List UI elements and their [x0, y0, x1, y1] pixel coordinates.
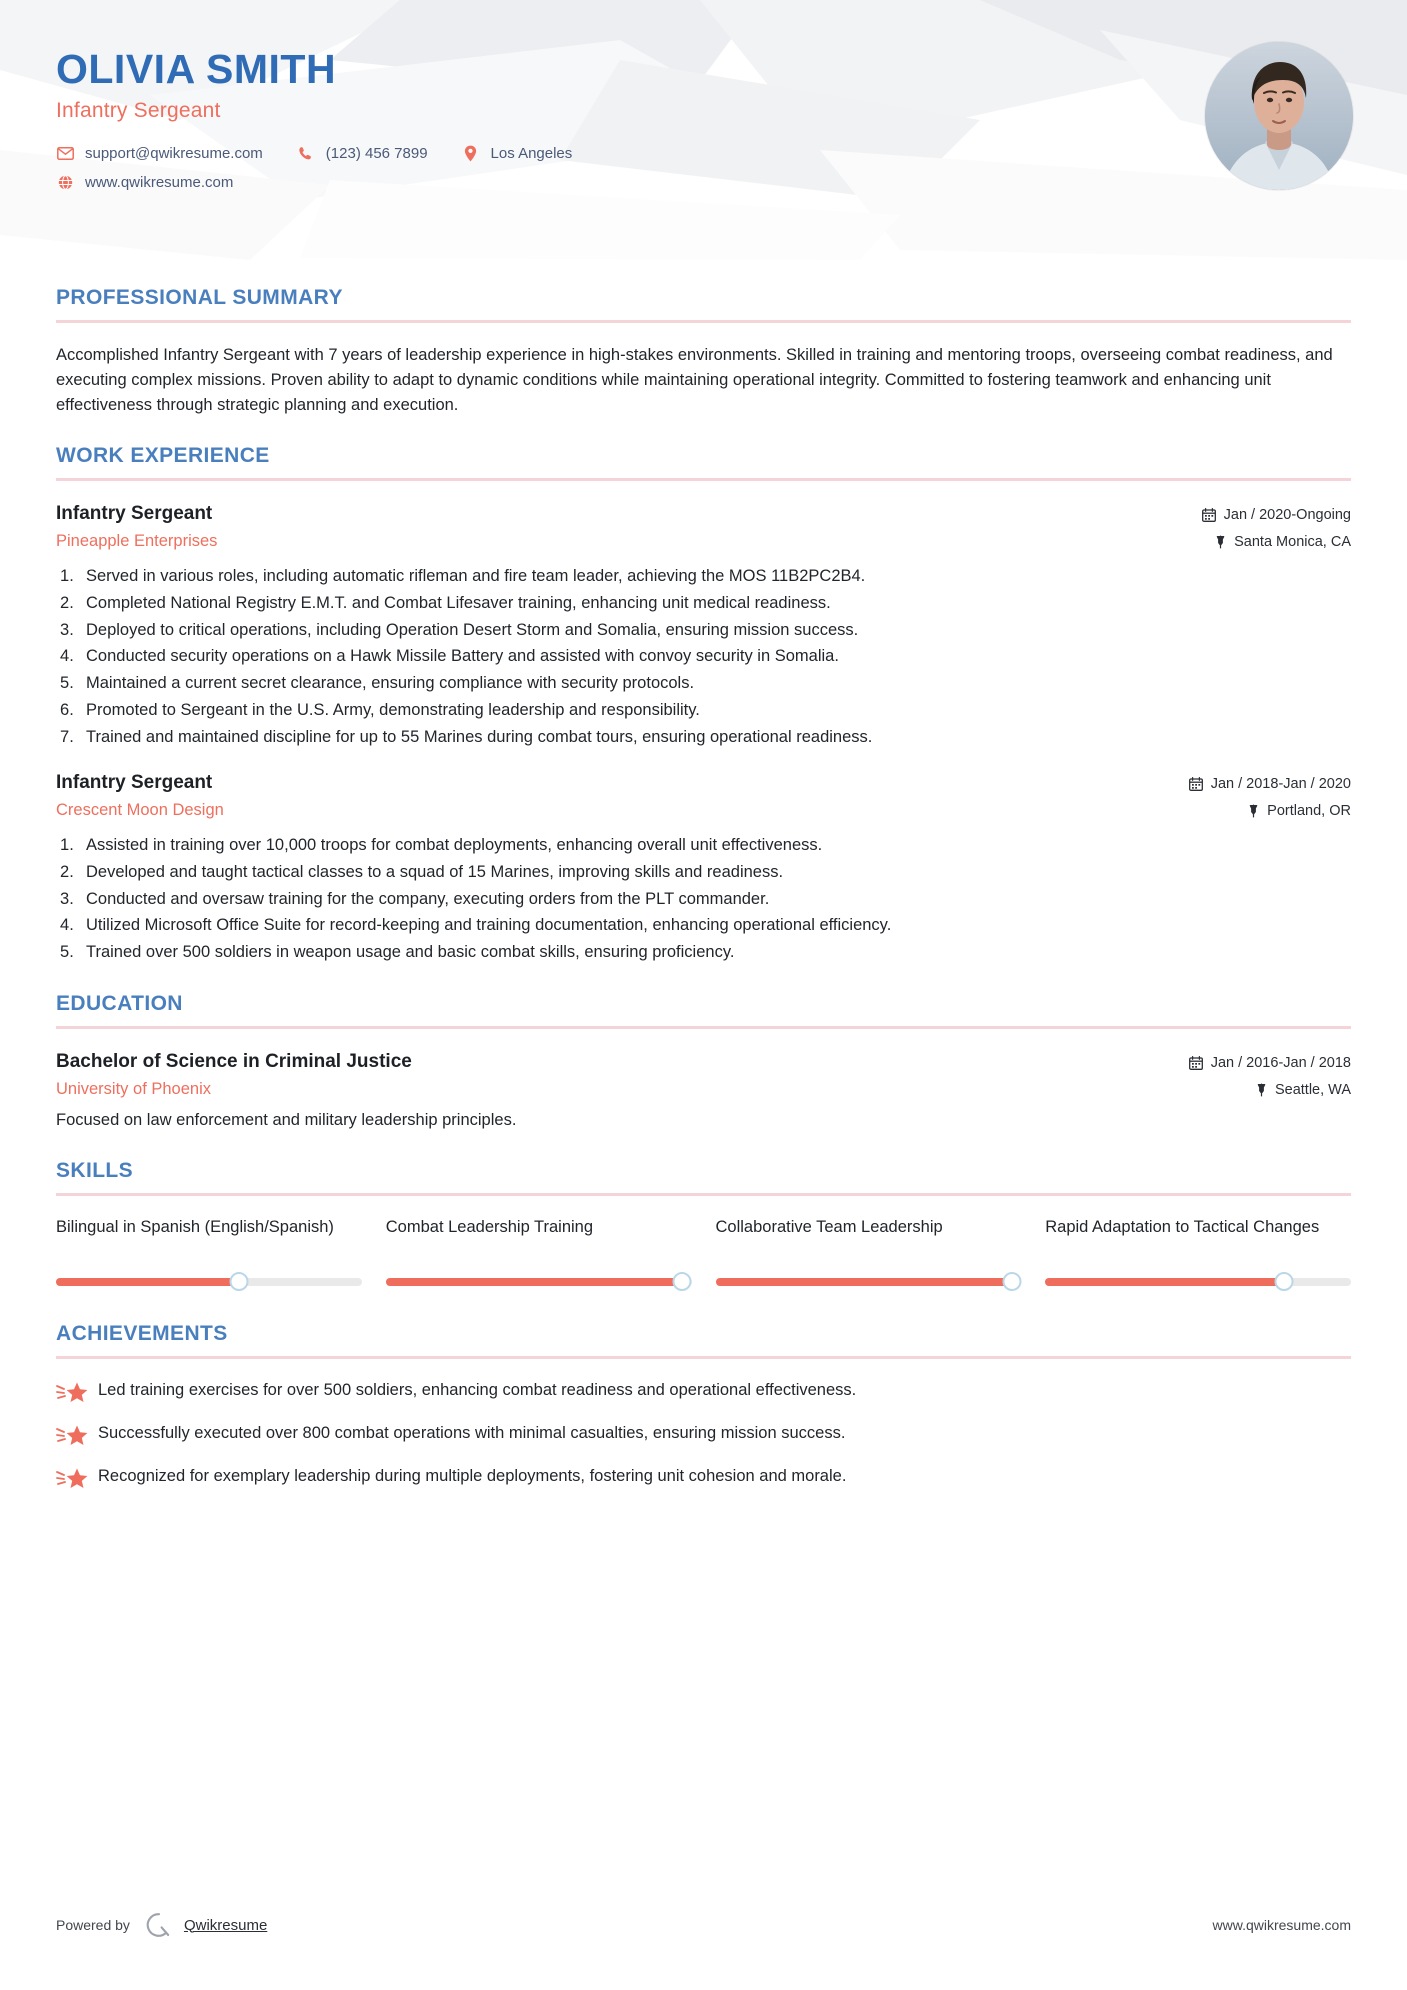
list-item: Assisted in training over 10,000 troops for combat deployments, enhancing overall unit effectiveness.	[86, 836, 823, 855]
contact-website-text: www.qwikresume.com	[85, 174, 234, 192]
experience-job-title: Infantry Sergeant	[56, 503, 213, 525]
job-title-subtitle: Infantry Sergeant	[56, 99, 221, 123]
education-date	[1136, 1055, 1351, 1071]
contact-row-primary	[56, 145, 1351, 162]
avatar	[1205, 42, 1353, 190]
pin-icon	[1215, 535, 1226, 549]
list-item: Developed and taught tactical classes to a squad of 15 Marines, improving skills and readiness.	[86, 862, 784, 881]
list-item: Served in various roles, including automatic rifleman and fire team leader, achieving the MOS 11B2PC2B4.	[86, 567, 866, 586]
footer	[56, 1912, 1351, 1938]
skill-item	[386, 1216, 692, 1296]
section-title-skills: SKILLS	[56, 1158, 134, 1182]
footer-url[interactable]: www.qwikresume.com	[1212, 1917, 1351, 1933]
section-title-achievements: ACHIEVEMENTS	[56, 1321, 228, 1345]
resume-body	[0, 286, 1407, 1490]
list-item: Promoted to Sergeant in the U.S. Army, demonstrating leadership and responsibility.	[86, 700, 700, 719]
skill-item	[1045, 1216, 1351, 1296]
education-note: Focused on law enforcement and military leadership principles.	[56, 1110, 517, 1129]
achievement-item	[56, 1422, 1351, 1447]
phone-icon	[297, 146, 315, 161]
skill-item	[56, 1216, 362, 1296]
skill-slider[interactable]	[56, 1262, 362, 1296]
section-achievements	[56, 1322, 1351, 1490]
calendar-icon	[1202, 508, 1216, 522]
envelope-icon	[56, 147, 74, 160]
header-banner	[0, 0, 1407, 260]
section-professional-summary	[56, 286, 1351, 418]
calendar-icon	[1189, 777, 1203, 791]
list-item: Trained and maintained discipline for up to 55 Marines during combat tours, ensuring operational readiness.	[86, 727, 873, 746]
section-divider	[56, 478, 1351, 481]
page-title: OLIVIA SMITH	[56, 46, 337, 92]
skill-knob[interactable]	[1274, 1272, 1293, 1291]
skill-fill	[386, 1278, 683, 1286]
education-entry	[56, 1051, 1351, 1133]
achievement-item	[56, 1465, 1351, 1490]
calendar-icon	[1189, 1056, 1203, 1070]
list-item: Trained over 500 soldiers in weapon usage and basic combat skills, ensuring proficiency.	[86, 943, 735, 962]
section-divider	[56, 1356, 1351, 1359]
list-item: Conducted and oversaw training for the company, executing orders from the PLT commander.	[86, 889, 770, 908]
experience-entry	[56, 503, 1351, 750]
experience-location-text: Portland, OR	[1267, 803, 1351, 820]
list-item: Maintained a current secret clearance, ensuring compliance with security protocols.	[86, 674, 695, 693]
list-item: Utilized Microsoft Office Suite for record-keeping and training documentation, enhancing operational efficiency.	[86, 916, 892, 935]
achievement-text: Successfully executed over 800 combat operations with minimal casualties, ensuring mission success.	[98, 1423, 846, 1442]
star-icon	[56, 1422, 98, 1447]
list-item: Conducted security operations on a Hawk Missile Battery and assisted with convoy security in Somalia.	[86, 647, 839, 666]
experience-company: Pineapple Enterprises	[56, 532, 218, 551]
pin-icon	[1256, 1083, 1267, 1097]
globe-icon	[56, 175, 74, 190]
contact-phone[interactable]	[297, 145, 428, 162]
section-work-experience	[56, 444, 1351, 966]
experience-job-title: Infantry Sergeant	[56, 772, 213, 794]
pin-icon	[1248, 804, 1259, 818]
qwikresume-link[interactable]: Qwikresume	[183, 1916, 268, 1934]
contact-website[interactable]	[56, 174, 233, 191]
experience-location	[1136, 803, 1351, 819]
achievement-text: Recognized for exemplary leadership during multiple deployments, fostering unit cohesion and morale.	[98, 1466, 847, 1485]
education-location	[1136, 1082, 1351, 1098]
experience-date	[1136, 776, 1351, 792]
experience-location-text: Santa Monica, CA	[1234, 534, 1351, 551]
star-icon	[56, 1465, 98, 1490]
experience-bullet-list	[56, 563, 1351, 750]
section-title-education: EDUCATION	[56, 991, 183, 1015]
skill-label: Bilingual in Spanish (English/Spanish)	[56, 1217, 334, 1236]
experience-location	[1136, 534, 1351, 550]
section-skills	[56, 1159, 1351, 1296]
skill-fill	[56, 1278, 239, 1286]
section-title-summary: PROFESSIONAL SUMMARY	[56, 286, 343, 309]
achievements-list	[56, 1379, 1351, 1490]
section-divider	[56, 320, 1351, 323]
map-pin-icon	[462, 145, 480, 162]
experience-company: Crescent Moon Design	[56, 801, 224, 820]
list-item: Completed National Registry E.M.T. and Combat Lifesaver training, enhancing unit medical readiness.	[86, 593, 831, 612]
list-item: Deployed to critical operations, including Operation Desert Storm and Somalia, ensuring mission success.	[86, 620, 859, 639]
skill-label: Rapid Adaptation to Tactical Changes	[1045, 1217, 1320, 1236]
contact-email-text: support@qwikresume.com	[85, 145, 263, 163]
powered-by-block	[56, 1912, 267, 1938]
skill-slider[interactable]	[1045, 1262, 1351, 1296]
contact-phone-text: (123) 456 7899	[325, 145, 428, 163]
skill-label: Collaborative Team Leadership	[715, 1217, 943, 1236]
skill-fill	[716, 1278, 1013, 1286]
contact-row-secondary	[56, 174, 1351, 191]
experience-entry	[56, 772, 1351, 966]
section-education	[56, 992, 1351, 1133]
contact-email[interactable]	[56, 145, 263, 162]
achievement-text: Led training exercises for over 500 soldiers, enhancing combat readiness and operational effectiveness.	[98, 1380, 857, 1399]
experience-date	[1136, 507, 1351, 523]
skill-knob[interactable]	[1003, 1272, 1022, 1291]
education-date-text: Jan / 2016-Jan / 2018	[1210, 1054, 1351, 1071]
star-icon	[56, 1379, 98, 1404]
qwikresume-logo-icon	[146, 1912, 172, 1938]
section-divider	[56, 1026, 1351, 1029]
achievement-item	[56, 1379, 1351, 1404]
section-title-experience: WORK EXPERIENCE	[56, 444, 270, 468]
skill-slider[interactable]	[716, 1262, 1022, 1296]
skill-knob[interactable]	[673, 1272, 692, 1291]
education-degree: Bachelor of Science in Criminal Justice	[56, 1050, 412, 1072]
education-school: University of Phoenix	[56, 1079, 211, 1098]
experience-date-text: Jan / 2018-Jan / 2020	[1210, 776, 1351, 793]
skill-slider[interactable]	[386, 1262, 692, 1296]
skill-item	[716, 1216, 1022, 1296]
skill-knob[interactable]	[230, 1272, 249, 1291]
experience-date-text: Jan / 2020-Ongoing	[1223, 507, 1351, 524]
contact-location-text: Los Angeles	[490, 145, 573, 163]
skills-grid	[56, 1216, 1351, 1296]
experience-bullet-list	[56, 832, 1351, 966]
section-divider	[56, 1193, 1351, 1196]
powered-by-label: Powered by	[56, 1917, 130, 1933]
skill-fill	[1045, 1278, 1283, 1286]
summary-text: Accomplished Infantry Sergeant with 7 years of leadership experience in high-stakes environments. Skilled in training and mentoring troops, overseeing combat readiness, and executing complex missions. Proven ability to adapt to dynamic conditions while maintaining operational integrity. Committed to fostering teamwork and enhancing unit effectiveness through strategic planning and execution.	[56, 346, 1333, 415]
skill-label: Combat Leadership Training	[385, 1217, 594, 1236]
contact-location	[462, 145, 573, 162]
education-location-text: Seattle, WA	[1274, 1081, 1351, 1098]
